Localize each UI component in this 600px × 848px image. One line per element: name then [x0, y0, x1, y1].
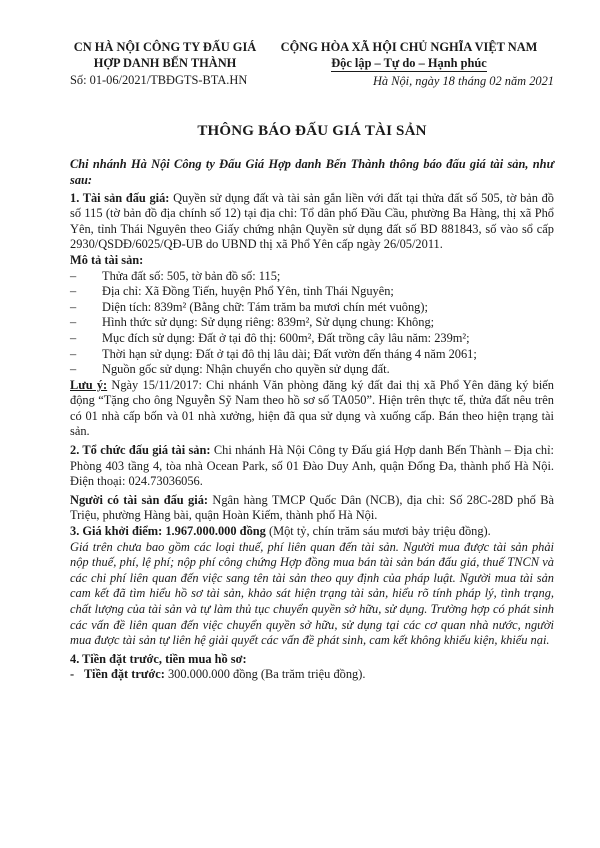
national-heading	[264, 40, 554, 90]
document-title: THÔNG BÁO ĐẤU GIÁ TÀI SẢN	[197, 122, 427, 139]
section-2-organizer	[70, 443, 554, 490]
starting-price: 1.967.000.000 đồng	[165, 524, 266, 539]
deposit-list	[70, 667, 554, 683]
list-item: – Nguồn gốc sử dụng: Nhận chuyển cho quyền sử dụng đất.	[70, 362, 554, 378]
description-heading: Mô tả tài sản:	[70, 252, 144, 267]
deposit-label: Tiền đặt trước:	[84, 667, 165, 682]
section-1-label: 1. Tài sản đấu giá:	[70, 190, 170, 205]
starting-price-words: (Một tỷ, chín trăm sáu mươi bảy triệu đồng).	[265, 524, 491, 539]
nation-title: CỘNG HÒA XÃ HỘI CHỦ NGHĨA VIỆT NAM	[280, 40, 538, 54]
section-1-text: Quyền sử dụng đất và tài sản gắn liền với đất tại thửa đất số 505, tờ bản đồ số 115 (tờ bản đồ địa chính số 12) tại địa chỉ: Tổ dân phố Đầu Cầu, phường Ba Hàng, thị xã Phổ Yên, tỉnh Thái Nguyên theo Giấy chứng nhận Quyền sử dụng đất số BD 881843, số vào sổ cấp 2930/QSDĐ/6025/QĐ-UB do UBND thị xã Phổ Yên cấp ngày 26/05/2011.	[70, 190, 554, 252]
list-item: – Mục đích sử dụng: Đất ở tại đô thị: 600m², Đất trồng cây lâu năm: 239m²;	[70, 331, 554, 347]
nation-motto: Độc lập – Tự do – Hạnh phúc	[331, 56, 487, 73]
note-paragraph	[70, 378, 554, 440]
section-3-label: 3. Giá khởi điểm:	[70, 524, 166, 539]
deposit-text: 300.000.000 đồng (Ba trăm triệu đồng).	[164, 667, 366, 682]
list-item	[70, 667, 554, 683]
document-number: Số: 01-06/2021/TBĐGTS-BTA.HN	[70, 73, 248, 88]
list-item: – Địa chỉ: Xã Đồng Tiến, huyện Phổ Yên, tỉnh Thái Nguyên;	[70, 284, 554, 300]
price-note: Giá trên chưa bao gồm các loại thuế, phí liên quan đến tài sản. Người mua được tài sản phải nộp thuế, phí, lệ phí; nộp phí công chứng Hợp đồng mua bán tài sản bán đấu giá, thuế TNCN và các chi phí liên quan đến việc sang tên tài sản theo quy định của pháp luật. Người mua tài sản cam kết đã tìm hiểu hồ sơ tài sản, khảo sát hiện trạng tài sản, hiểu rõ tính pháp lý, tình trạng, chất lượng của tài sản và tự làm thủ tục chuyển quyền sở hữu, sử dụng. Trường hợp có phát sinh các vấn đề liên quan đến việc chuyển quyền sở hữu, sử dụng tại các cơ quan nhà nước, người mua được tài sản tự liên hệ giải quyết các vấn đề phát sinh, cam kết không khiếu kiện, khiếu nại.	[70, 539, 554, 648]
issuer-line-2: HỢP DANH BẾN THÀNH	[93, 55, 237, 70]
note-text: Ngày 15/11/2017: Chi nhánh Văn phòng đăng ký đất đai thị xã Phổ Yên đăng ký biến động “Tặng cho ông Nguyễn Sỹ Nam theo hồ sơ số TA050”. Hiện trên thực tế, thửa đất nêu trên có 01 nhà cấp bốn và 01 nhà xưởng, hiện đã qua sử dụng và xuống cấp. Bán theo hiện trạng tài sản.	[70, 377, 555, 439]
description-list	[70, 269, 554, 378]
owner-label: Người có tài sản đấu giá:	[70, 492, 209, 507]
issuer-block	[70, 40, 260, 90]
list-item: – Thửa đất số: 505, tờ bản đồ số: 115;	[70, 269, 554, 285]
list-item: – Diện tích: 839m² (Bằng chữ: Tám trăm ba mươi chín mét vuông);	[70, 300, 554, 316]
intro-paragraph: Chi nhánh Hà Nội Công ty Đấu Giá Hợp danh Bến Thành thông báo đấu giá tài sản, như sau:	[70, 157, 554, 187]
section-1-asset	[70, 191, 554, 253]
list-item: – Thời hạn sử dụng: Đất ở tại đô thị lâu dài; Đất vườn đến tháng 4 năm 2061;	[70, 347, 554, 363]
section-3-price	[70, 524, 554, 540]
section-4-heading: 4. Tiền đặt trước, tiền mua hồ sơ:	[70, 651, 247, 666]
issuer-line-1: CN HÀ NỘI CÔNG TY ĐẤU GIÁ	[73, 40, 257, 54]
owner-paragraph	[70, 493, 554, 524]
owner-text: Ngân hàng TMCP Quốc Dân (NCB), địa chỉ: Số 28C-28D phố Bà Triệu, phường Hàng bài, quận Hoàn Kiếm, thành phố Hà Nội.	[70, 492, 554, 523]
list-item: – Hình thức sử dụng: Sử dụng riêng: 839m², Sử dụng chung: Không;	[70, 315, 554, 331]
document-date: Hà Nội, ngày 18 tháng 02 năm 2021	[372, 74, 554, 89]
document-header	[70, 40, 554, 90]
note-label: Lưu ý:	[70, 377, 108, 392]
section-2-label: 2. Tổ chức đấu giá tài sản:	[70, 443, 211, 458]
section-2-text: Chi nhánh Hà Nội Công ty Đấu giá Hợp danh Bến Thành – Địa chỉ: Phòng 403 tầng 4, tòa nhà Ocean Park, số 01 Đào Duy Anh, quận Đống Đa, thành phố Hà Nội. Điện thoại: 024.73036056.	[70, 443, 554, 489]
